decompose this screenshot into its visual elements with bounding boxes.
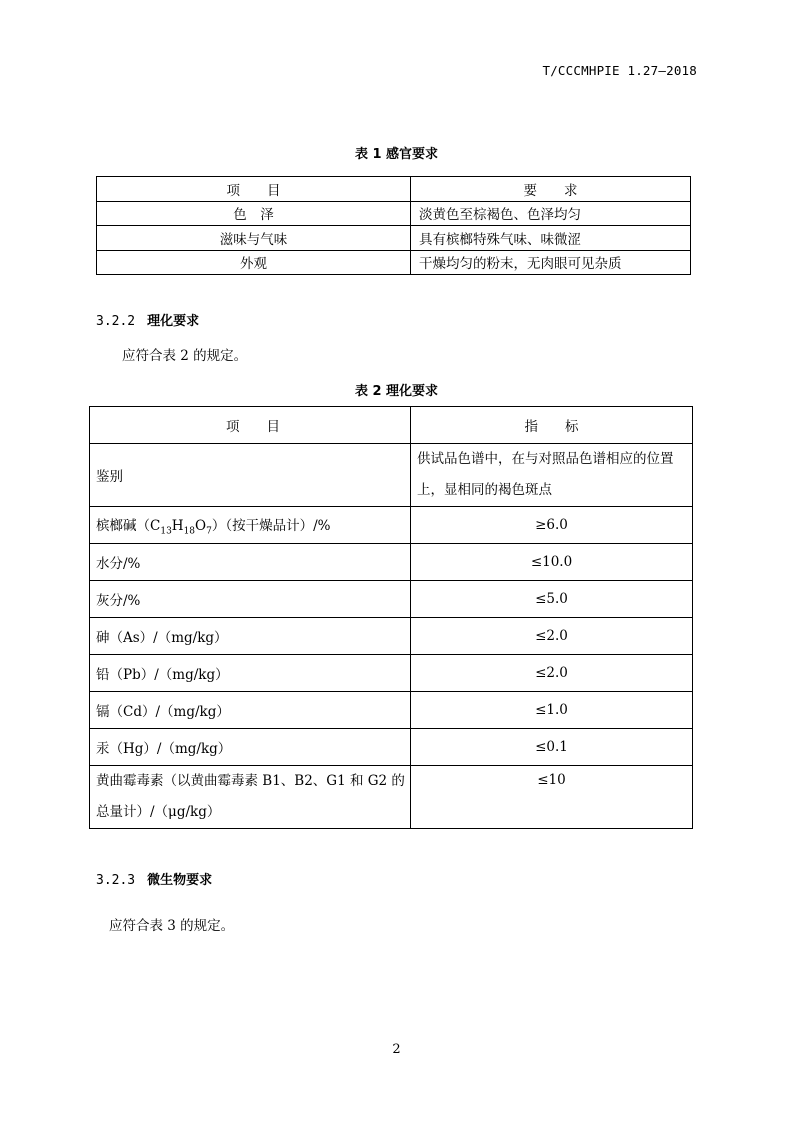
row-item: 镉（Cd）/（mg/kg） xyxy=(90,692,411,729)
row-item: 鉴别 xyxy=(90,444,411,507)
row-value xyxy=(411,444,693,507)
row-item: 滋味与气味 xyxy=(97,226,411,251)
table-row xyxy=(90,444,693,507)
header-item: 项 目 xyxy=(90,407,411,444)
section-number: 3.2.3 xyxy=(96,873,136,888)
row-value: ≤2.0 xyxy=(411,655,693,692)
table1-caption: 表 1 感官要求 xyxy=(354,147,439,162)
table-row xyxy=(90,766,693,829)
table-row xyxy=(90,581,693,618)
row-value: ≤10.0 xyxy=(411,544,693,581)
row-value: ≤1.0 xyxy=(411,692,693,729)
row-item: 汞（Hg）/（mg/kg） xyxy=(90,729,411,766)
row-value: 干燥均匀的粉末，无肉眼可见杂质 xyxy=(411,250,691,275)
row-value: ≥6.0 xyxy=(411,507,693,544)
table-row xyxy=(90,655,693,692)
row-value: ≤10 xyxy=(411,766,693,829)
section-text-323: 应符合表 3 的规定。 xyxy=(109,918,235,934)
value-line: 供试品色谱中，在与对照品色谱相应的位置 xyxy=(417,451,674,467)
row-item: 外观 xyxy=(97,250,411,275)
row-value: 具有槟榔特殊气味、味微涩 xyxy=(411,226,691,251)
section-heading-322 xyxy=(96,310,199,329)
row-value: 淡黄色至棕褐色、色泽均匀 xyxy=(411,201,691,226)
row-value: ≤2.0 xyxy=(411,618,693,655)
row-item: 水分/% xyxy=(90,544,411,581)
row-value: ≤5.0 xyxy=(411,581,693,618)
page-number: 2 xyxy=(392,1042,401,1057)
table-header-row xyxy=(90,407,693,444)
table-row xyxy=(90,618,693,655)
standard-code: T/CCCMHPIE 1.27—2018 xyxy=(542,63,697,78)
row-item: 砷（As）/（mg/kg） xyxy=(90,618,411,655)
row-item: 色 泽 xyxy=(97,201,411,226)
row-item: 槟榔碱$(C_{13}H_{18}O_7)$（按干燥品计）/% xyxy=(90,507,411,544)
row-item: 黄曲霉毒素（以黄曲霉毒素 B1、B2、G1 和 G2 的 总量计）/（μg/kg） xyxy=(90,766,411,829)
table2-caption: 表 2 理化要求 xyxy=(354,384,439,399)
table-row xyxy=(90,507,693,544)
table-row xyxy=(97,201,691,226)
header-indicator: 指 标 xyxy=(411,407,693,444)
section-text-322: 应符合表 2 的规定。 xyxy=(122,348,248,364)
row-value: ≤0.1 xyxy=(411,729,693,766)
table-row xyxy=(90,692,693,729)
row-item: 铅（Pb）/（mg/kg） xyxy=(90,655,411,692)
table-row xyxy=(97,226,691,251)
section-number: 3.2.2 xyxy=(96,314,136,329)
table-header-row xyxy=(97,177,691,202)
section-heading-323 xyxy=(96,869,212,888)
table-row xyxy=(97,250,691,275)
table-row xyxy=(90,544,693,581)
value-line: 上，显相同的褐色斑点 xyxy=(417,482,552,498)
physicochemical-requirements-table xyxy=(89,406,693,829)
section-title: 微生物要求 xyxy=(147,873,213,888)
table-row xyxy=(90,729,693,766)
section-title: 理化要求 xyxy=(147,314,200,329)
sensory-requirements-table xyxy=(96,176,691,275)
header-requirement: 要 求 xyxy=(411,177,691,202)
row-item: 灰分/% xyxy=(90,581,411,618)
header-item: 项 目 xyxy=(97,177,411,202)
